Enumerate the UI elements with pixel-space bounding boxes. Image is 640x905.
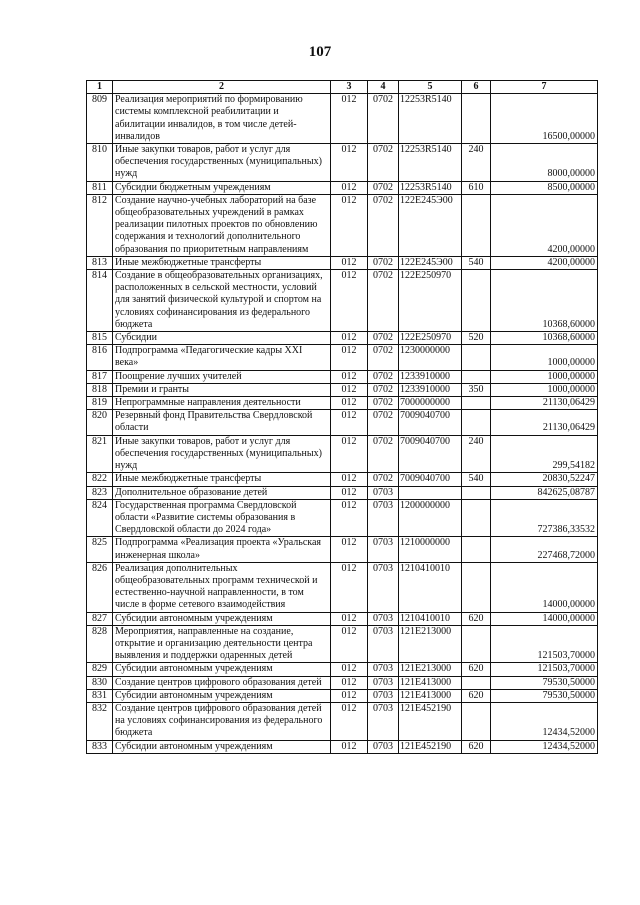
section-code: 0703 <box>368 612 399 625</box>
target-article-code: 1210000000 <box>399 537 462 562</box>
section-code: 0703 <box>368 740 399 753</box>
row-amount: 299,54182 <box>491 435 598 473</box>
row-description: Создание в общеобразовательных организациях, расположенных в сельской местности, условий для занятий физической культурой и спортом на условиях софинансирования из федерального бюджета <box>113 270 331 332</box>
section-code: 0702 <box>368 332 399 345</box>
table-row <box>87 689 598 702</box>
row-amount: 227468,72000 <box>491 537 598 562</box>
budget-table <box>86 80 598 754</box>
section-code: 0702 <box>368 181 399 194</box>
row-number: 832 <box>87 702 113 740</box>
row-description: Резервный фонд Правительства Свердловской области <box>113 410 331 435</box>
row-description: Субсидии бюджетным учреждениям <box>113 181 331 194</box>
target-article-code: 7000000000 <box>399 397 462 410</box>
expense-type-code <box>462 345 491 370</box>
row-number: 828 <box>87 625 113 663</box>
ministry-code: 012 <box>331 435 368 473</box>
row-description: Субсидии автономным учреждениям <box>113 740 331 753</box>
table-row <box>87 370 598 383</box>
target-article-code <box>399 486 462 499</box>
row-amount: 16500,00000 <box>491 94 598 144</box>
column-header: 7 <box>491 81 598 94</box>
expense-type-code <box>462 370 491 383</box>
expense-type-code: 540 <box>462 473 491 486</box>
row-number: 809 <box>87 94 113 144</box>
target-article-code: 121E452190 <box>399 702 462 740</box>
table-row <box>87 499 598 537</box>
row-amount: 79530,50000 <box>491 689 598 702</box>
table-row <box>87 562 598 612</box>
target-article-code: 122E250970 <box>399 270 462 332</box>
row-number: 820 <box>87 410 113 435</box>
row-number: 817 <box>87 370 113 383</box>
row-description: Подпрограмма «Реализация проекта «Уральская инженерная школа» <box>113 537 331 562</box>
target-article-code: 122E250970 <box>399 332 462 345</box>
target-article-code: 12253R5140 <box>399 144 462 182</box>
ministry-code: 012 <box>331 625 368 663</box>
section-code: 0703 <box>368 702 399 740</box>
row-number: 825 <box>87 537 113 562</box>
target-article-code: 1200000000 <box>399 499 462 537</box>
table-row <box>87 256 598 269</box>
section-code: 0702 <box>368 383 399 396</box>
table-row <box>87 663 598 676</box>
row-number: 819 <box>87 397 113 410</box>
expense-type-code <box>462 499 491 537</box>
section-code: 0702 <box>368 94 399 144</box>
table-row <box>87 486 598 499</box>
expense-type-code: 350 <box>462 383 491 396</box>
row-number: 810 <box>87 144 113 182</box>
expense-type-code: 540 <box>462 256 491 269</box>
row-description: Иные межбюджетные трансферты <box>113 256 331 269</box>
row-number: 818 <box>87 383 113 396</box>
row-number: 821 <box>87 435 113 473</box>
row-amount: 4200,00000 <box>491 256 598 269</box>
table-row <box>87 702 598 740</box>
target-article-code: 1233910000 <box>399 370 462 383</box>
expense-type-code <box>462 625 491 663</box>
expense-type-code <box>462 410 491 435</box>
target-article-code: 121E452190 <box>399 740 462 753</box>
row-description: Создание центров цифрового образования детей <box>113 676 331 689</box>
row-description: Дополнительное образование детей <box>113 486 331 499</box>
ministry-code: 012 <box>331 383 368 396</box>
target-article-code: 12253R5140 <box>399 94 462 144</box>
ministry-code: 012 <box>331 663 368 676</box>
row-description: Субсидии автономным учреждениям <box>113 663 331 676</box>
section-code: 0703 <box>368 625 399 663</box>
ministry-code: 012 <box>331 270 368 332</box>
ministry-code: 012 <box>331 370 368 383</box>
section-code: 0702 <box>368 194 399 256</box>
ministry-code: 012 <box>331 473 368 486</box>
row-amount: 842625,08787 <box>491 486 598 499</box>
section-code: 0702 <box>368 370 399 383</box>
expense-type-code <box>462 702 491 740</box>
column-header: 4 <box>368 81 399 94</box>
row-description: Реализация мероприятий по формированию системы комплексной реабилитации и абилитации инвалидов, в том числе детей-инвалидов <box>113 94 331 144</box>
table-row <box>87 473 598 486</box>
row-amount: 8000,00000 <box>491 144 598 182</box>
row-number: 812 <box>87 194 113 256</box>
target-article-code: 121E413000 <box>399 676 462 689</box>
expense-type-code <box>462 537 491 562</box>
row-amount: 121503,70000 <box>491 625 598 663</box>
expense-type-code <box>462 562 491 612</box>
row-number: 824 <box>87 499 113 537</box>
table-row <box>87 332 598 345</box>
ministry-code: 012 <box>331 702 368 740</box>
row-description: Реализация дополнительных общеобразовательных программ технической и естественно-научной направленности, в том числе в форме сетевого взаимодействия <box>113 562 331 612</box>
ministry-code: 012 <box>331 499 368 537</box>
target-article-code: 1210410010 <box>399 562 462 612</box>
ministry-code: 012 <box>331 144 368 182</box>
row-number: 815 <box>87 332 113 345</box>
ministry-code: 012 <box>331 537 368 562</box>
section-code: 0703 <box>368 486 399 499</box>
target-article-code: 121E213000 <box>399 663 462 676</box>
row-description: Премии и гранты <box>113 383 331 396</box>
section-code: 0703 <box>368 689 399 702</box>
row-number: 822 <box>87 473 113 486</box>
row-description: Создание научно-учебных лабораторий на базе общеобразовательных учреждений в рамках реализации пилотных проектов по обновлению содержания и технологий дополнительного образования по приоритетным направлениям <box>113 194 331 256</box>
row-amount: 14000,00000 <box>491 612 598 625</box>
ministry-code: 012 <box>331 94 368 144</box>
expense-type-code: 620 <box>462 689 491 702</box>
target-article-code: 1210410010 <box>399 612 462 625</box>
row-description: Государственная программа Свердловской области «Развитие системы образования в Свердловской области до 2024 года» <box>113 499 331 537</box>
row-description: Создание центров цифрового образования детей на условиях софинансирования из федерального бюджета <box>113 702 331 740</box>
column-header: 6 <box>462 81 491 94</box>
ministry-code: 012 <box>331 486 368 499</box>
target-article-code: 122E245Э00 <box>399 194 462 256</box>
expense-type-code: 620 <box>462 612 491 625</box>
column-header: 5 <box>399 81 462 94</box>
row-description: Субсидии автономным учреждениям <box>113 612 331 625</box>
row-amount: 8500,00000 <box>491 181 598 194</box>
table-row <box>87 383 598 396</box>
row-number: 830 <box>87 676 113 689</box>
ministry-code: 012 <box>331 562 368 612</box>
expense-type-code <box>462 486 491 499</box>
row-amount: 10368,60000 <box>491 332 598 345</box>
row-number: 816 <box>87 345 113 370</box>
target-article-code: 1230000000 <box>399 345 462 370</box>
section-code: 0702 <box>368 435 399 473</box>
section-code: 0702 <box>368 345 399 370</box>
ministry-code: 012 <box>331 689 368 702</box>
section-code: 0702 <box>368 144 399 182</box>
section-code: 0702 <box>368 256 399 269</box>
row-number: 827 <box>87 612 113 625</box>
expense-type-code <box>462 270 491 332</box>
table-row <box>87 144 598 182</box>
table-row <box>87 435 598 473</box>
section-code: 0702 <box>368 473 399 486</box>
ministry-code: 012 <box>331 194 368 256</box>
column-header: 3 <box>331 81 368 94</box>
section-code: 0703 <box>368 676 399 689</box>
row-amount: 12434,52000 <box>491 740 598 753</box>
row-amount: 1000,00000 <box>491 383 598 396</box>
row-number: 833 <box>87 740 113 753</box>
row-description: Иные закупки товаров, работ и услуг для обеспечения государственных (муниципальных) нужд <box>113 435 331 473</box>
table-row <box>87 181 598 194</box>
expense-type-code: 240 <box>462 144 491 182</box>
row-description: Иные межбюджетные трансферты <box>113 473 331 486</box>
row-amount: 79530,50000 <box>491 676 598 689</box>
row-number: 814 <box>87 270 113 332</box>
section-code: 0703 <box>368 499 399 537</box>
column-header: 2 <box>113 81 331 94</box>
expense-type-code: 240 <box>462 435 491 473</box>
table-row <box>87 676 598 689</box>
expense-type-code <box>462 194 491 256</box>
section-code: 0703 <box>368 663 399 676</box>
section-code: 0702 <box>368 410 399 435</box>
row-number: 813 <box>87 256 113 269</box>
row-amount: 727386,33532 <box>491 499 598 537</box>
row-amount: 12434,52000 <box>491 702 598 740</box>
expense-type-code <box>462 397 491 410</box>
ministry-code: 012 <box>331 612 368 625</box>
row-number: 826 <box>87 562 113 612</box>
table-row <box>87 625 598 663</box>
table-header-row <box>87 81 598 94</box>
section-code: 0702 <box>368 270 399 332</box>
ministry-code: 012 <box>331 676 368 689</box>
table-row <box>87 397 598 410</box>
expense-type-code <box>462 676 491 689</box>
row-number: 831 <box>87 689 113 702</box>
row-description: Непрограммные направления деятельности <box>113 397 331 410</box>
row-number: 811 <box>87 181 113 194</box>
ministry-code: 012 <box>331 410 368 435</box>
row-amount: 1000,00000 <box>491 345 598 370</box>
row-amount: 20830,52247 <box>491 473 598 486</box>
ministry-code: 012 <box>331 345 368 370</box>
expense-type-code <box>462 94 491 144</box>
target-article-code: 121E413000 <box>399 689 462 702</box>
row-description: Подпрограмма «Педагогические кадры XXI века» <box>113 345 331 370</box>
page-number: 107 <box>308 44 332 60</box>
row-number: 823 <box>87 486 113 499</box>
row-description: Мероприятия, направленные на создание, открытие и организацию деятельности центра выявления и поддержки одаренных детей <box>113 625 331 663</box>
row-number: 829 <box>87 663 113 676</box>
row-description: Иные закупки товаров, работ и услуг для обеспечения государственных (муниципальных) нужд <box>113 144 331 182</box>
ministry-code: 012 <box>331 332 368 345</box>
table-row <box>87 740 598 753</box>
row-description: Субсидии <box>113 332 331 345</box>
row-amount: 21130,06429 <box>491 397 598 410</box>
table-row <box>87 345 598 370</box>
row-amount: 1000,00000 <box>491 370 598 383</box>
row-amount: 10368,60000 <box>491 270 598 332</box>
table-row <box>87 537 598 562</box>
target-article-code: 1233910000 <box>399 383 462 396</box>
section-code: 0702 <box>368 397 399 410</box>
target-article-code: 12253R5140 <box>399 181 462 194</box>
expense-type-code: 520 <box>462 332 491 345</box>
section-code: 0703 <box>368 537 399 562</box>
row-description: Субсидии автономным учреждениям <box>113 689 331 702</box>
target-article-code: 7009040700 <box>399 410 462 435</box>
ministry-code: 012 <box>331 256 368 269</box>
ministry-code: 012 <box>331 397 368 410</box>
expense-type-code: 610 <box>462 181 491 194</box>
target-article-code: 122E245Э00 <box>399 256 462 269</box>
table-row <box>87 94 598 144</box>
section-code: 0703 <box>368 562 399 612</box>
table-row <box>87 612 598 625</box>
expense-type-code: 620 <box>462 740 491 753</box>
table-row <box>87 194 598 256</box>
row-amount: 21130,06429 <box>491 410 598 435</box>
target-article-code: 121E213000 <box>399 625 462 663</box>
row-amount: 14000,00000 <box>491 562 598 612</box>
target-article-code: 7009040700 <box>399 473 462 486</box>
table-row <box>87 410 598 435</box>
ministry-code: 012 <box>331 740 368 753</box>
row-amount: 121503,70000 <box>491 663 598 676</box>
row-description: Поощрение лучших учителей <box>113 370 331 383</box>
expense-type-code: 620 <box>462 663 491 676</box>
target-article-code: 7009040700 <box>399 435 462 473</box>
ministry-code: 012 <box>331 181 368 194</box>
row-amount: 4200,00000 <box>491 194 598 256</box>
column-header: 1 <box>87 81 113 94</box>
table-row <box>87 270 598 332</box>
